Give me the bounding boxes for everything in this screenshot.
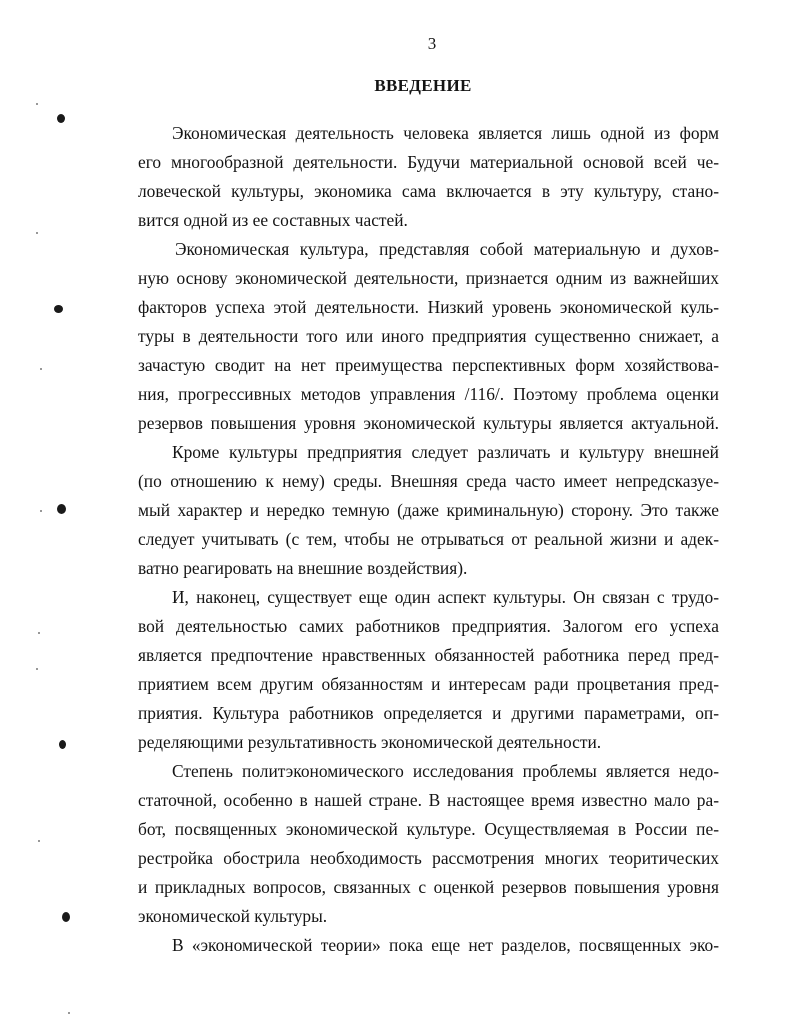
speck xyxy=(36,103,38,105)
text-line: и прикладных вопросов, связанных с оценкой резервов повышения уровня xyxy=(138,877,719,897)
section-title: ВВЕДЕНИЕ xyxy=(374,76,472,95)
punch-mark xyxy=(57,504,66,514)
text-line: приятия. Культура работников определяется и другими параметрами, оп- xyxy=(138,703,719,723)
text-line: Экономическая деятельность человека является лишь одной из форм xyxy=(172,123,719,143)
text-line: ватно реагировать на внешние воздействия). xyxy=(138,558,468,578)
text-line: В «экономической теории» пока еще нет разделов, посвященных эко- xyxy=(172,935,719,955)
speck xyxy=(38,632,40,634)
punch-mark xyxy=(54,305,63,313)
text-line: ловеческой культуры, экономика сама включается в эту культуру, стано- xyxy=(138,181,719,201)
text-line: вится одной из ее составных частей. xyxy=(138,210,408,230)
text-line: зачастую сводит на нет преимущества перспективных форм хозяйствова- xyxy=(138,355,719,375)
page-number: 3 xyxy=(427,34,437,53)
punch-mark xyxy=(62,912,70,922)
text-line: его многообразной деятельности. Будучи материальной основой всей че- xyxy=(138,152,719,172)
text-line: (по отношению к нему) среды. Внешняя среда часто имеет непредсказуе- xyxy=(138,471,719,491)
speck xyxy=(36,232,38,234)
text-line: следует учитывать (с тем, чтобы не отрываться от реальной жизни и адек- xyxy=(138,529,719,549)
text-line: факторов успеха этой деятельности. Низкий уровень экономической куль- xyxy=(138,297,719,317)
text-line: резервов повышения уровня экономической культуры является актуальной. xyxy=(138,413,719,433)
text-line: статочной, особенно в нашей стране. В настоящее время известно мало ра- xyxy=(138,790,719,810)
text-line: бот, посвященных экономической культуре. Осуществляемая в России пе- xyxy=(138,819,719,839)
text-line: рестройка обострила необходимость рассмотрения многих теоритических xyxy=(138,848,719,868)
text-line: Степень политэкономического исследования проблемы является недо- xyxy=(172,761,719,781)
text-line: Экономическая культура, представляя собой материальную и духов- xyxy=(175,239,719,259)
text-line: ную основу экономической деятельности, признается одним из важнейших xyxy=(138,268,719,288)
text-line: является предпочтение нравственных обязанностей работника перед пред- xyxy=(138,645,719,665)
text-line: ределяющими результативность экономической деятельности. xyxy=(138,732,602,752)
text-line: Кроме культуры предприятия следует различать и культуру внешней xyxy=(172,442,719,462)
text-line: туры в деятельности того или иного предприятия существенно снижает, а xyxy=(138,326,719,346)
text-line: вой деятельностью самих работников предприятия. Залогом его успеха xyxy=(138,616,719,636)
speck xyxy=(40,510,42,512)
text-line: мый характер и нередко темную (даже криминальную) сторону. Это также xyxy=(138,500,719,520)
speck xyxy=(38,840,40,842)
text-line: И, наконец, существует еще один аспект культуры. Он связан с трудо- xyxy=(172,587,719,607)
speck xyxy=(68,1012,70,1014)
text-line: приятием всем другим обязанностям и интересам ради процветания пред- xyxy=(138,674,719,694)
speck xyxy=(40,368,42,370)
text-line: экономической культуры. xyxy=(138,906,328,926)
text-line: ния, прогрессивных методов управления /116/. Поэтому проблема оценки xyxy=(138,384,719,404)
punch-mark xyxy=(57,114,65,123)
speck xyxy=(36,668,38,670)
punch-mark xyxy=(59,740,66,749)
